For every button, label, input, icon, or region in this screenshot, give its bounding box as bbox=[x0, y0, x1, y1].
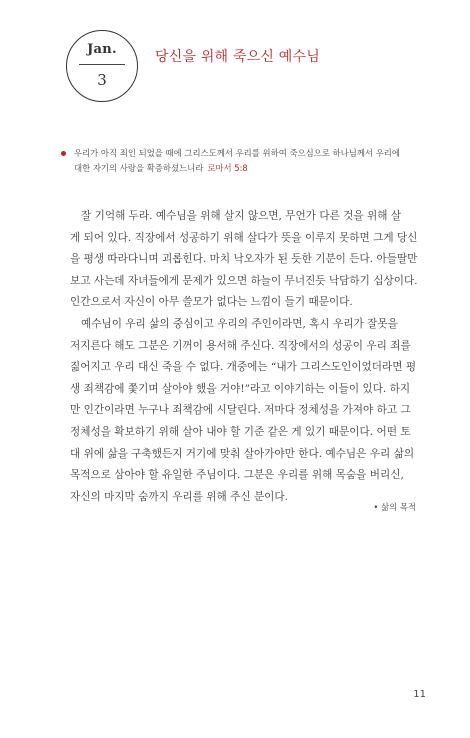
verse-text: 대한 자기의 사랑을 확증하셨느니라 bbox=[74, 163, 204, 173]
date-badge bbox=[66, 30, 138, 102]
verse-line-last bbox=[74, 161, 426, 176]
verse-reference: 로마서 5:8 bbox=[207, 163, 248, 173]
source-attribution: • 삶의 목적 bbox=[373, 502, 416, 512]
body-line: 인간으로서 자신이 아무 쓸모가 없다는 느낌이 들기 때문이다. bbox=[70, 296, 353, 309]
body-line: 정체성을 확보하기 위해 살아 내야 할 기준 같은 게 있기 때문이다. 어떤 토 bbox=[70, 425, 411, 438]
body-line: 게 되어 있다. 직장에서 성공하기 위해 살다가 뜻을 이루지 못하면 그게 당신 bbox=[70, 231, 418, 244]
body-line: 목적으로 삼아야 할 유일한 주님이다. 그분은 우리를 위해 목숨을 버리신, bbox=[70, 469, 404, 482]
body-line: 자신의 마지막 숨까지 우리를 위해 주신 분이다. bbox=[70, 490, 289, 503]
body-line: 잘 기억해 두라. 예수님을 위해 살지 않으면, 무언가 다른 것을 위해 살 bbox=[81, 210, 402, 222]
body-text bbox=[70, 206, 426, 508]
body-line: 대 위에 삶을 구축했든지 거기에 맞춰 살아가야만 한다. 예수님은 우리 삶의 bbox=[70, 447, 415, 460]
page-number: 11 bbox=[413, 689, 426, 700]
verse-line: 우리가 아직 죄인 되었을 때에 그리스도께서 우리를 위하여 죽으심으로 하나님께서 우리에 bbox=[74, 148, 400, 158]
body-line: 을 평생 따라다니며 괴롭힌다. 마치 낙오자가 된 듯한 기분이 든다. 아들딸만 bbox=[70, 253, 418, 266]
verse-bullet-icon bbox=[61, 151, 66, 156]
body-line: 짊어지고 우리 대신 죽을 수 없다. 개중에는 “내가 그리스도인이었더라면 평 bbox=[70, 361, 417, 374]
date-day: 3 bbox=[97, 71, 107, 89]
paragraph-2 bbox=[70, 314, 426, 508]
scripture-verse bbox=[74, 146, 426, 176]
date-month: Jan. bbox=[87, 42, 117, 57]
body-line: 만 인간이라면 누구나 죄책감에 시달린다. 저마다 정체성을 가져야 하고 그 bbox=[70, 404, 411, 417]
body-line: 보고 사는데 자녀들에게 문제가 있으면 하늘이 무너진듯 낙담하기 십상이다. bbox=[70, 274, 418, 287]
page-title: 당신을 위해 죽으신 예수님 bbox=[155, 49, 320, 65]
body-line: 예수님이 우리 삶의 중심이고 우리의 주인이라면, 혹시 우리가 잘못을 bbox=[81, 317, 398, 330]
paragraph-1 bbox=[70, 206, 426, 314]
body-line: 저지른다 해도 그분은 기꺼이 용서해 주신다. 직장에서의 성공이 우리 죄를 bbox=[70, 339, 411, 352]
body-line: 생 죄책감에 쫓기며 살아야 했을 거야!”라고 이야기하는 이들이 있다. 하지 bbox=[70, 382, 411, 395]
date-divider bbox=[79, 64, 125, 65]
